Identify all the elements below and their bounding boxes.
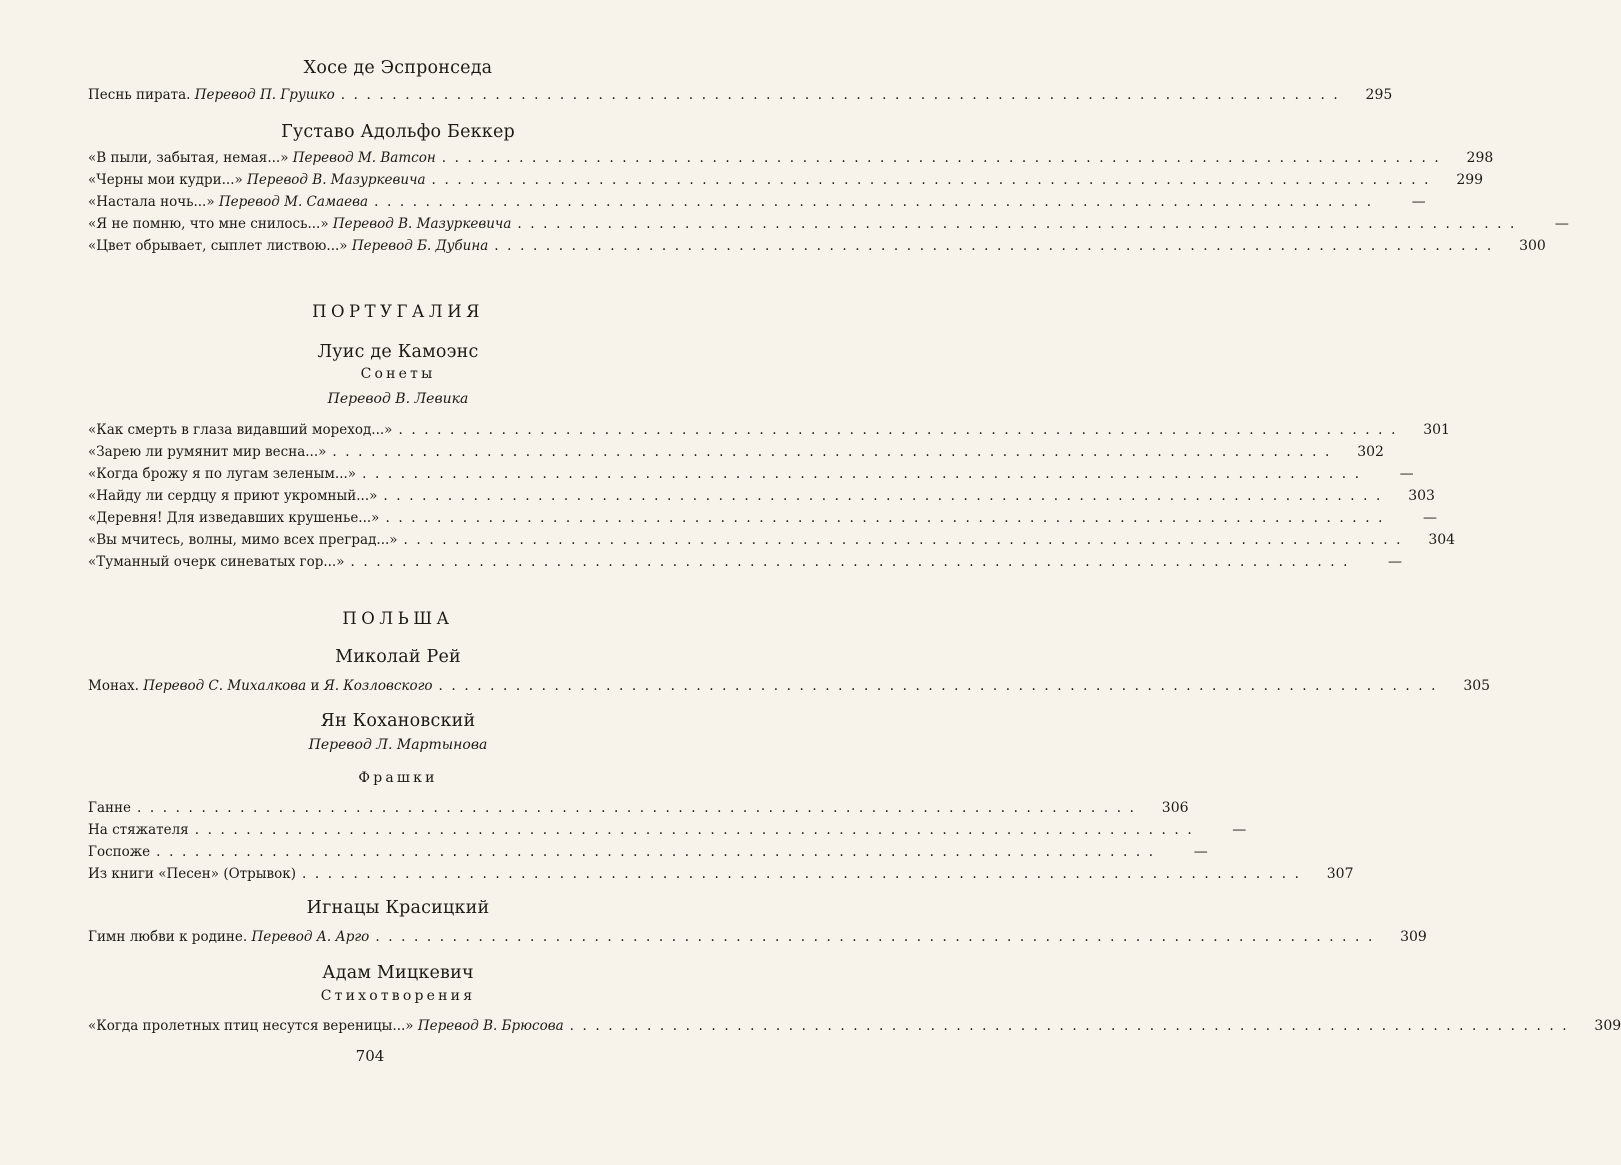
entry-title: Ганне bbox=[88, 800, 131, 816]
leader-dots: .............................................................................. bbox=[194, 822, 1201, 838]
entry-title: «Найду ли сердцу я приют укромный...» bbox=[88, 488, 378, 504]
toc-entry bbox=[88, 841, 1208, 863]
entry-page: 306 bbox=[1161, 800, 1189, 816]
toc-entry bbox=[88, 84, 1393, 106]
entry-title: Гимн любви к родине. Перевод А. Арго bbox=[88, 929, 370, 945]
entry-title: «Цвет обрывает, сыплет листвою...» Перевод Б. Дубина bbox=[88, 238, 489, 254]
entry-title: «Вы мчитесь, волны, мимо всех преград...» bbox=[88, 532, 398, 548]
toc-entry bbox=[88, 463, 1414, 485]
entry-title: «Настала ночь...» Перевод М. Самаева bbox=[88, 194, 369, 210]
kochanowski-heading bbox=[88, 709, 708, 788]
entry-title: Из книги «Песен» (Отрывок) bbox=[88, 866, 296, 882]
author-heading: Адам Мицкевич bbox=[322, 963, 474, 983]
entries-camoes bbox=[88, 419, 1456, 573]
entry-title: «Когда брожу я по лугам зеленым...» bbox=[88, 466, 357, 482]
leader-dots: .............................................................................. bbox=[431, 172, 1438, 188]
toc-entry bbox=[88, 507, 1437, 529]
toc-entry bbox=[88, 213, 1569, 235]
toc-entry bbox=[88, 551, 1403, 573]
toc-entry bbox=[88, 419, 1450, 441]
entries-becker bbox=[88, 147, 1569, 257]
toc-entry bbox=[88, 441, 1384, 463]
toc-entry bbox=[88, 1015, 1621, 1037]
page-number: 704 bbox=[355, 1047, 385, 1065]
leader-dots: .............................................................................. bbox=[301, 866, 1308, 882]
entry-page: 304 bbox=[1428, 532, 1456, 548]
toc-entry bbox=[88, 797, 1189, 819]
entry-page: — bbox=[1388, 554, 1403, 570]
entries-mickiewicz bbox=[88, 1015, 1621, 1037]
toc-entry bbox=[88, 147, 1494, 169]
entry-page: 300 bbox=[1519, 238, 1546, 254]
entry-title: «Как смерть в глаза видавший мореход...» bbox=[88, 422, 393, 438]
collection-subtitle: Стихотворения bbox=[320, 988, 476, 1004]
entry-page: — bbox=[1232, 822, 1247, 838]
author-heading: Ян Кохановский bbox=[320, 711, 476, 731]
entry-title: «Зарею ли румянит мир весна...» bbox=[88, 444, 327, 460]
entry-page: 309 bbox=[1594, 1018, 1621, 1034]
entry-page: 302 bbox=[1357, 444, 1384, 460]
leader-dots: .............................................................................. bbox=[374, 194, 1380, 210]
entry-page: — bbox=[1422, 510, 1437, 526]
leader-dots: .............................................................................. bbox=[332, 444, 1338, 460]
entries-rej bbox=[88, 675, 1491, 697]
entry-title: «Я не помню, что мне снилось...» Перевод В. Мазуркевича bbox=[88, 216, 512, 232]
toc-entry bbox=[88, 926, 1427, 948]
translator-line: Перевод В. Левика bbox=[327, 391, 469, 407]
toc-entry bbox=[88, 235, 1546, 257]
toc-entry bbox=[88, 169, 1484, 191]
author-heading: Игнацы Красицкий bbox=[306, 898, 490, 918]
toc-entry bbox=[88, 485, 1435, 507]
leader-dots: .............................................................................. bbox=[517, 216, 1523, 232]
leader-dots: .............................................................................. bbox=[438, 678, 1445, 694]
toc-entry bbox=[88, 819, 1247, 841]
entry-title: «Туманный очерк синеватых гор...» bbox=[88, 554, 345, 570]
country-heading: ПОЛЬША bbox=[342, 609, 454, 628]
collection-subtitle: Фрашки bbox=[358, 770, 438, 786]
toc-entry bbox=[88, 675, 1491, 697]
entry-page: — bbox=[1411, 194, 1426, 210]
mickiewicz-heading bbox=[88, 961, 708, 1006]
entry-page: 301 bbox=[1423, 422, 1450, 438]
author-heading: Густаво Адольфо Беккер bbox=[281, 122, 515, 142]
entry-title: «В пыли, забытая, немая...» Перевод М. Ватсон bbox=[88, 150, 436, 166]
leader-dots: .............................................................................. bbox=[494, 238, 1500, 254]
author-heading: Луис де Камоэнс bbox=[317, 342, 479, 362]
krasicki-heading bbox=[88, 896, 708, 920]
entry-page: — bbox=[1193, 844, 1208, 860]
entry-page: 309 bbox=[1400, 929, 1427, 945]
entry-page: 303 bbox=[1408, 488, 1435, 504]
leader-dots: .............................................................................. bbox=[375, 929, 1381, 945]
entries-krasicki bbox=[88, 926, 1427, 948]
rej-heading bbox=[88, 645, 708, 669]
leader-dots: .............................................................................. bbox=[362, 466, 1368, 482]
leader-dots: .............................................................................. bbox=[156, 844, 1162, 860]
toc-entry bbox=[88, 863, 1354, 885]
leader-dots: .............................................................................. bbox=[403, 532, 1410, 548]
translator-line: Перевод Л. Мартынова bbox=[308, 737, 488, 753]
entry-page: 305 bbox=[1463, 678, 1491, 694]
entry-title: «Деревня! Для изведавших крушенье...» bbox=[88, 510, 380, 526]
section-portugal bbox=[88, 300, 708, 324]
entry-page: — bbox=[1554, 216, 1569, 232]
leader-dots: .............................................................................. bbox=[340, 87, 1347, 103]
leader-dots: .............................................................................. bbox=[385, 510, 1391, 526]
section-becker bbox=[88, 120, 708, 144]
toc-entry bbox=[88, 191, 1426, 213]
toc-entry bbox=[88, 529, 1456, 551]
entry-title: На стяжателя bbox=[88, 822, 189, 838]
leader-dots: .............................................................................. bbox=[350, 554, 1357, 570]
leader-dots: .............................................................................. bbox=[136, 800, 1143, 816]
leader-dots: .............................................................................. bbox=[383, 488, 1389, 504]
entries-espronceda bbox=[88, 84, 1393, 106]
entries-kochanowski bbox=[88, 797, 1354, 885]
entry-title: «Когда пролетных птиц несутся вереницы...» Перевод В. Брюсова bbox=[88, 1018, 564, 1034]
camoes-heading bbox=[88, 340, 708, 409]
entry-title: «Черны мои кудри...» Перевод В. Мазуркевича bbox=[88, 172, 426, 188]
collection-subtitle: Сонеты bbox=[360, 366, 436, 382]
entry-page: 299 bbox=[1456, 172, 1484, 188]
entry-page: 298 bbox=[1466, 150, 1494, 166]
entry-page: 295 bbox=[1365, 87, 1393, 103]
section-espronceda bbox=[88, 56, 708, 80]
entry-title: Песнь пирата. Перевод П. Грушко bbox=[88, 87, 335, 103]
section-poland bbox=[88, 607, 708, 631]
author-heading: Хосе де Эспронседа bbox=[303, 58, 493, 78]
entry-title: Монах. Перевод С. Михалкова и Я. Козловского bbox=[88, 678, 433, 694]
entry-page: 307 bbox=[1326, 866, 1354, 882]
entry-page: — bbox=[1399, 466, 1414, 482]
leader-dots: .............................................................................. bbox=[398, 422, 1404, 438]
leader-dots: .............................................................................. bbox=[569, 1018, 1576, 1034]
author-heading: Миколай Рей bbox=[335, 647, 461, 667]
country-heading: ПОРТУГАЛИЯ bbox=[312, 302, 484, 321]
entry-title: Госпоже bbox=[88, 844, 151, 860]
leader-dots: .............................................................................. bbox=[441, 150, 1448, 166]
